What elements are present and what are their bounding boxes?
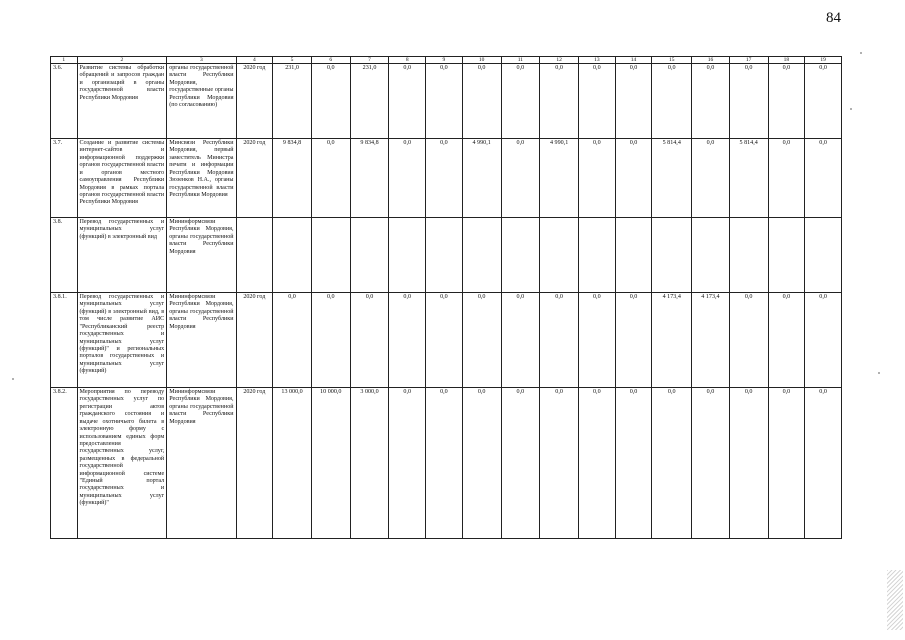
column-number: 16 — [692, 57, 730, 64]
table-row — [51, 139, 842, 218]
funding-value: 0,0 — [805, 64, 842, 139]
funding-value: 0,0 — [311, 139, 350, 218]
funding-value: 0,0 — [692, 64, 730, 139]
row-index: 3.8.1. — [51, 293, 78, 388]
funding-value: 0,0 — [389, 64, 426, 139]
column-number: 11 — [501, 57, 540, 64]
scan-speck — [12, 378, 14, 380]
funding-value: 0,0 — [540, 64, 579, 139]
column-number: 6 — [311, 57, 350, 64]
funding-value: 231,0 — [273, 64, 312, 139]
column-number: 15 — [652, 57, 692, 64]
funding-value: 0,0 — [615, 293, 652, 388]
measure-description: Перевод государственных и муниципальных услуг (функций) в электронный вид, в том числе развитие АИС "Республиканский реестр государственных и муниципальных услуг (функций)" и региональных порталов государственных и муниципальных услуг (функций) — [77, 293, 167, 388]
funding-value: 0,0 — [540, 293, 579, 388]
funding-value: 5 814,4 — [652, 139, 692, 218]
funding-value: 0,0 — [389, 388, 426, 539]
funding-value: 0,0 — [426, 293, 463, 388]
column-number: 1 — [51, 57, 78, 64]
column-number: 12 — [540, 57, 579, 64]
measure-description: Перевод государственных и муниципальных услуг (функций) в электронный вид — [77, 218, 167, 293]
funding-value: 4 173,4 — [652, 293, 692, 388]
funding-value: 0,0 — [768, 64, 805, 139]
funding-value — [311, 218, 350, 293]
funding-value: 0,0 — [462, 293, 501, 388]
column-number: 14 — [615, 57, 652, 64]
table-row — [51, 64, 842, 139]
funding-value: 0,0 — [805, 293, 842, 388]
funding-value — [389, 218, 426, 293]
measure-description: Создание и развитие системы интернет-сайтов и информационной поддержки органов государственной власти и органов местного самоуправления Республики Мордовия в рамках портала органов государственной власти Республики Мордовия — [77, 139, 167, 218]
funding-value: 0,0 — [273, 293, 312, 388]
funding-value: 0,0 — [426, 139, 463, 218]
funding-value: 0,0 — [311, 64, 350, 139]
funding-value: 13 000,0 — [273, 388, 312, 539]
funding-value: 0,0 — [578, 388, 615, 539]
scan-speck — [878, 372, 880, 374]
funding-value: 0,0 — [692, 388, 730, 539]
funding-value: 0,0 — [729, 293, 768, 388]
funding-value — [729, 218, 768, 293]
responsible-executor: Мининформсвязи Республики Мордовия, органы государственной власти Республики Мордовия — [167, 218, 236, 293]
funding-value: 0,0 — [578, 139, 615, 218]
column-number-row — [51, 57, 842, 64]
implementation-year: 2020 год — [236, 139, 273, 218]
funding-value: 0,0 — [501, 388, 540, 539]
column-number: 9 — [426, 57, 463, 64]
funding-value — [768, 218, 805, 293]
funding-value: 0,0 — [578, 293, 615, 388]
column-number: 7 — [350, 57, 389, 64]
funding-value: 4 990,1 — [462, 139, 501, 218]
funding-value: 10 000,0 — [311, 388, 350, 539]
column-number: 18 — [768, 57, 805, 64]
column-number: 17 — [729, 57, 768, 64]
budget-table — [50, 56, 842, 539]
funding-value: 0,0 — [462, 388, 501, 539]
funding-value: 0,0 — [768, 388, 805, 539]
funding-value: 5 814,4 — [729, 139, 768, 218]
funding-value: 0,0 — [426, 64, 463, 139]
funding-value: 0,0 — [501, 139, 540, 218]
funding-value: 0,0 — [350, 293, 389, 388]
measure-description: Развитие системы обработки обращений и запросов граждан и организаций в органы государственной власти Республики Мордовия — [77, 64, 167, 139]
funding-value — [350, 218, 389, 293]
scan-speck — [860, 52, 862, 54]
funding-value: 0,0 — [311, 293, 350, 388]
implementation-year — [236, 218, 273, 293]
funding-value: 0,0 — [578, 64, 615, 139]
column-number: 10 — [462, 57, 501, 64]
column-number: 19 — [805, 57, 842, 64]
column-number: 3 — [167, 57, 236, 64]
funding-value — [462, 218, 501, 293]
funding-value: 0,0 — [768, 139, 805, 218]
responsible-executor: Мининформсвязи Республики Мордовия, органы государственной власти Республики Мордовия — [167, 388, 236, 539]
funding-value — [273, 218, 312, 293]
funding-value: 0,0 — [652, 64, 692, 139]
funding-value: 0,0 — [615, 388, 652, 539]
funding-value: 0,0 — [501, 293, 540, 388]
table-row — [51, 218, 842, 293]
implementation-year: 2020 год — [236, 388, 273, 539]
funding-value: 0,0 — [768, 293, 805, 388]
measure-description: Мероприятия по переводу государственных услуг по регистрации актов гражданского состояния и выдаче охотничьего билета в электронную форму с использованием единых форм предоставления государственных услуг, размещенных в федеральной государственной информационной системе "Единый портал государственных и муниципальных услуг (функций)" — [77, 388, 167, 539]
implementation-year: 2020 год — [236, 293, 273, 388]
funding-value: 0,0 — [805, 388, 842, 539]
funding-value: 0,0 — [501, 64, 540, 139]
row-index: 3.8.2. — [51, 388, 78, 539]
funding-value — [501, 218, 540, 293]
funding-value — [540, 218, 579, 293]
funding-value: 0,0 — [389, 139, 426, 218]
funding-value: 9 834,8 — [350, 139, 389, 218]
funding-value: 3 000,0 — [350, 388, 389, 539]
funding-value: 0,0 — [652, 388, 692, 539]
funding-value: 0,0 — [729, 388, 768, 539]
funding-value: 4 173,4 — [692, 293, 730, 388]
column-number: 2 — [77, 57, 167, 64]
responsible-executor: Мининформсвязи Республики Мордовия, органы государственной власти Республики Мордовия — [167, 293, 236, 388]
funding-value — [652, 218, 692, 293]
row-index: 3.7. — [51, 139, 78, 218]
column-number: 4 — [236, 57, 273, 64]
funding-value — [692, 218, 730, 293]
funding-value: 0,0 — [615, 139, 652, 218]
funding-value — [805, 218, 842, 293]
scan-edge-noise — [887, 570, 903, 630]
funding-value: 231,0 — [350, 64, 389, 139]
implementation-year: 2020 год — [236, 64, 273, 139]
funding-value: 0,0 — [540, 388, 579, 539]
funding-value: 0,0 — [805, 139, 842, 218]
page-number: 84 — [826, 10, 841, 26]
funding-value: 0,0 — [462, 64, 501, 139]
funding-value: 0,0 — [389, 293, 426, 388]
responsible-executor: Минсвязи Республики Мордовия, первый заместитель Министра печати и информации Республики Мордовия Зюзенков Н.А., органы государственной власти Республики Мордовия — [167, 139, 236, 218]
table-row — [51, 388, 842, 539]
funding-value: 0,0 — [692, 139, 730, 218]
column-number: 13 — [578, 57, 615, 64]
funding-value — [615, 218, 652, 293]
table-row — [51, 293, 842, 388]
funding-value: 9 834,8 — [273, 139, 312, 218]
funding-value: 0,0 — [615, 64, 652, 139]
column-number: 8 — [389, 57, 426, 64]
funding-value: 0,0 — [426, 388, 463, 539]
row-index: 3.6. — [51, 64, 78, 139]
scan-speck — [850, 108, 852, 110]
funding-value: 4 990,1 — [540, 139, 579, 218]
funding-value — [426, 218, 463, 293]
responsible-executor: органы государственной власти Республики Мордовия, государственные органы Республики Мордовия (по согласованию) — [167, 64, 236, 139]
funding-value — [578, 218, 615, 293]
row-index: 3.8. — [51, 218, 78, 293]
funding-value: 0,0 — [729, 64, 768, 139]
column-number: 5 — [273, 57, 312, 64]
